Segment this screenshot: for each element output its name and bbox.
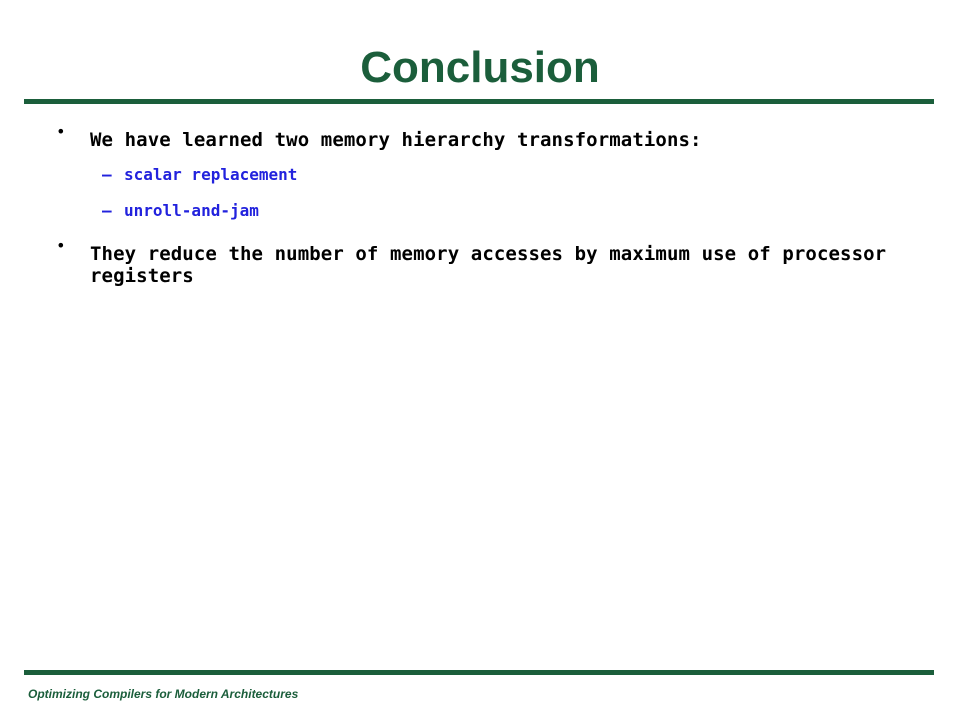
footer-divider	[24, 670, 934, 675]
sub-item	[102, 165, 297, 185]
bullet-marker: •	[56, 122, 66, 141]
bullet-text: We have learned two memory hierarchy transformations:	[90, 129, 702, 151]
slide-title: Conclusion	[360, 43, 600, 92]
sub-item	[102, 201, 259, 221]
sub-item-text: unroll-and-jam	[124, 201, 259, 220]
title-divider	[24, 99, 934, 104]
sub-item-dash: —	[102, 201, 112, 220]
sub-item-text: scalar replacement	[124, 165, 298, 184]
bullet-marker: •	[56, 236, 66, 255]
sub-item-dash: —	[102, 165, 112, 184]
footer-text: Optimizing Compilers for Modern Architectures	[28, 687, 299, 701]
bullet-text: They reduce the number of memory accesses by maximum use of processor registers	[90, 243, 887, 287]
